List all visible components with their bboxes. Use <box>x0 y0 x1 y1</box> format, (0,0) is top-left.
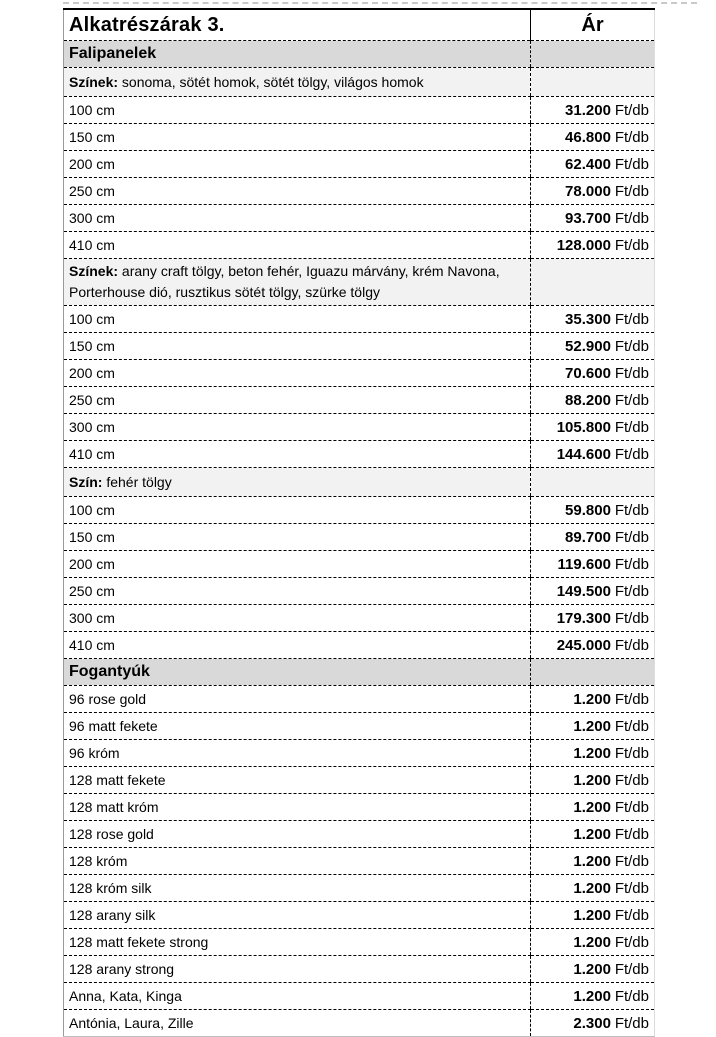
item-label <box>64 232 531 259</box>
table-row <box>64 232 655 259</box>
price-value: 1.200 <box>573 825 611 843</box>
item-label <box>64 605 531 632</box>
colors-list: arany craft tölgy, beton fehér, Iguazu márvány, krém Navona, Porterhouse dió, rusztikus sötét tölgy, szürke tölgy <box>69 263 500 300</box>
table-row <box>64 178 655 205</box>
table-row <box>64 551 655 578</box>
item-label <box>64 306 531 333</box>
item-price <box>531 767 655 794</box>
item-label <box>64 713 531 740</box>
item-price <box>531 205 655 232</box>
price-value: 1.200 <box>573 852 611 870</box>
table-row <box>64 414 655 441</box>
item-label <box>64 360 531 387</box>
item-label-text: 96 rose gold <box>69 691 147 707</box>
item-label <box>64 151 531 178</box>
price-value: 59.800 <box>565 501 611 519</box>
table-row <box>64 767 655 794</box>
table-row <box>64 360 655 387</box>
item-label-text: 128 króm silk <box>69 880 152 896</box>
price-list-table <box>63 8 655 1037</box>
item-label <box>64 524 531 551</box>
price-unit: Ft/db <box>614 236 649 254</box>
price-value: 144.600 <box>556 445 611 463</box>
item-label-text: 100 cm <box>69 311 115 327</box>
item-label-text: 100 cm <box>69 102 115 118</box>
item-label-text: 300 cm <box>69 210 115 226</box>
price-column-header: Ár <box>531 9 655 41</box>
table-row <box>64 151 655 178</box>
price-value: 128.000 <box>556 236 611 254</box>
item-price <box>531 97 655 124</box>
item-label-text: 150 cm <box>69 129 115 145</box>
price-value: 52.900 <box>565 337 611 355</box>
item-label-text: 200 cm <box>69 156 115 172</box>
price-table-body <box>64 41 655 1037</box>
section-title: Falipanelek <box>64 41 531 68</box>
table-row <box>64 983 655 1010</box>
item-label <box>64 767 531 794</box>
price-unit: Ft/db <box>614 582 649 600</box>
price-unit: Ft/db <box>614 879 649 897</box>
price-value: 179.300 <box>556 609 611 627</box>
table-row <box>64 956 655 983</box>
colors-price-spacer <box>531 259 655 306</box>
price-value: 1.200 <box>573 879 611 897</box>
price-value: 2.300 <box>573 1014 611 1032</box>
price-unit: Ft/db <box>614 209 649 227</box>
table-row <box>64 1010 655 1037</box>
item-price <box>531 333 655 360</box>
price-value: 70.600 <box>565 364 611 382</box>
price-value: 1.200 <box>573 717 611 735</box>
table-row <box>64 794 655 821</box>
colors-note-row <box>64 468 655 497</box>
price-value: 88.200 <box>565 391 611 409</box>
price-unit: Ft/db <box>614 501 649 519</box>
colors-note <box>64 468 531 497</box>
colors-note-row <box>64 259 655 306</box>
colors-price-spacer <box>531 468 655 497</box>
item-price <box>531 551 655 578</box>
item-label-text: 150 cm <box>69 529 115 545</box>
item-label <box>64 124 531 151</box>
item-label <box>64 441 531 468</box>
item-price <box>531 983 655 1010</box>
item-price <box>531 605 655 632</box>
item-label-text: 200 cm <box>69 365 115 381</box>
price-value: 46.800 <box>565 128 611 146</box>
price-unit: Ft/db <box>614 717 649 735</box>
page-title: Alkatrészárak 3. <box>64 9 531 41</box>
table-row <box>64 124 655 151</box>
table-row <box>64 97 655 124</box>
item-price <box>531 956 655 983</box>
item-label-text: Antónia, Laura, Zille <box>69 1015 194 1031</box>
item-price <box>531 387 655 414</box>
price-value: 93.700 <box>565 209 611 227</box>
section-price-spacer <box>531 659 655 686</box>
table-row <box>64 524 655 551</box>
item-label-text: 128 arany strong <box>69 961 175 977</box>
section-title: Fogantyúk <box>64 659 531 686</box>
table-row <box>64 929 655 956</box>
item-price <box>531 151 655 178</box>
item-label-text: 250 cm <box>69 183 115 199</box>
price-value: 89.700 <box>565 528 611 546</box>
colors-note-row <box>64 68 655 97</box>
price-unit: Ft/db <box>614 771 649 789</box>
price-unit: Ft/db <box>614 101 649 119</box>
price-unit: Ft/db <box>614 555 649 573</box>
item-label-text: 410 cm <box>69 637 115 653</box>
item-label <box>64 178 531 205</box>
item-price <box>531 632 655 659</box>
item-label <box>64 875 531 902</box>
item-label-text: 96 króm <box>69 745 120 761</box>
table-row <box>64 686 655 713</box>
price-value: 1.200 <box>573 933 611 951</box>
price-unit: Ft/db <box>614 825 649 843</box>
item-price <box>531 713 655 740</box>
price-unit: Ft/db <box>614 933 649 951</box>
item-price <box>531 902 655 929</box>
item-label-text: Anna, Kata, Kinga <box>69 988 182 1004</box>
item-label <box>64 1010 531 1037</box>
item-label-text: 250 cm <box>69 583 115 599</box>
table-row <box>64 497 655 524</box>
item-label <box>64 686 531 713</box>
item-price <box>531 178 655 205</box>
price-unit: Ft/db <box>614 445 649 463</box>
price-unit: Ft/db <box>614 418 649 436</box>
item-price <box>531 306 655 333</box>
table-row <box>64 821 655 848</box>
price-unit: Ft/db <box>614 1014 649 1032</box>
price-value: 1.200 <box>573 744 611 762</box>
item-label <box>64 848 531 875</box>
table-row <box>64 578 655 605</box>
table-row <box>64 441 655 468</box>
item-label <box>64 205 531 232</box>
item-label-text: 100 cm <box>69 502 115 518</box>
table-row <box>64 205 655 232</box>
item-price <box>531 124 655 151</box>
item-price <box>531 740 655 767</box>
item-label <box>64 740 531 767</box>
colors-note <box>64 68 531 97</box>
price-value: 31.200 <box>565 101 611 119</box>
item-price <box>531 929 655 956</box>
item-price <box>531 497 655 524</box>
table-row <box>64 740 655 767</box>
colors-note <box>64 259 531 306</box>
item-label <box>64 821 531 848</box>
item-label <box>64 794 531 821</box>
price-unit: Ft/db <box>614 528 649 546</box>
item-label <box>64 414 531 441</box>
table-row <box>64 875 655 902</box>
item-label-text: 96 matt fekete <box>69 718 158 734</box>
price-unit: Ft/db <box>614 906 649 924</box>
item-label-text: 200 cm <box>69 556 115 572</box>
price-value: 119.600 <box>557 555 611 573</box>
price-value: 1.200 <box>573 960 611 978</box>
item-price <box>531 441 655 468</box>
item-label <box>64 929 531 956</box>
item-label <box>64 578 531 605</box>
price-value: 1.200 <box>573 771 611 789</box>
item-label-text: 128 rose gold <box>69 826 154 842</box>
price-unit: Ft/db <box>614 155 649 173</box>
section-header-row <box>64 659 655 686</box>
table-row <box>64 848 655 875</box>
price-unit: Ft/db <box>614 337 649 355</box>
colors-prefix: Szín: <box>69 473 103 490</box>
price-table <box>63 8 655 1037</box>
table-row <box>64 333 655 360</box>
section-price-spacer <box>531 41 655 68</box>
price-unit: Ft/db <box>614 128 649 146</box>
item-label-text: 300 cm <box>69 610 115 626</box>
colors-prefix: Színek: <box>69 263 119 279</box>
table-row <box>64 713 655 740</box>
price-unit: Ft/db <box>614 182 649 200</box>
colors-price-spacer <box>531 68 655 97</box>
table-row <box>64 605 655 632</box>
item-label-text: 300 cm <box>69 419 115 435</box>
colors-prefix: Színek: <box>69 73 119 90</box>
item-label-text: 410 cm <box>69 446 115 462</box>
price-unit: Ft/db <box>614 310 649 328</box>
item-label-text: 150 cm <box>69 338 115 354</box>
item-label-text: 128 matt fekete <box>69 772 166 788</box>
price-unit: Ft/db <box>614 609 649 627</box>
price-unit: Ft/db <box>614 852 649 870</box>
item-label <box>64 497 531 524</box>
price-value: 1.200 <box>573 987 611 1005</box>
item-label-text: 128 matt fekete strong <box>69 934 209 950</box>
price-value: 149.500 <box>556 582 611 600</box>
table-row <box>64 387 655 414</box>
item-label-text: 128 króm <box>69 853 128 869</box>
price-value: 1.200 <box>573 906 611 924</box>
price-value: 78.000 <box>565 182 611 200</box>
colors-list: sonoma, sötét homok, sötét tölgy, világos homok <box>121 73 424 90</box>
table-row <box>64 632 655 659</box>
item-price <box>531 1010 655 1037</box>
item-price <box>531 686 655 713</box>
price-unit: Ft/db <box>614 987 649 1005</box>
item-label-text: 410 cm <box>69 237 115 253</box>
item-price <box>531 578 655 605</box>
item-label <box>64 387 531 414</box>
price-value: 35.300 <box>565 310 611 328</box>
item-label-text: 128 arany silk <box>69 907 156 923</box>
item-label <box>64 956 531 983</box>
table-row <box>64 902 655 929</box>
price-value: 245.000 <box>556 636 611 654</box>
item-label <box>64 97 531 124</box>
item-price <box>531 875 655 902</box>
table-row <box>64 306 655 333</box>
price-unit: Ft/db <box>614 391 649 409</box>
item-price <box>531 794 655 821</box>
section-header-row <box>64 41 655 68</box>
price-unit: Ft/db <box>614 636 649 654</box>
item-label <box>64 632 531 659</box>
item-price <box>531 232 655 259</box>
item-label <box>64 551 531 578</box>
price-value: 1.200 <box>573 690 611 708</box>
table-header-row <box>64 9 655 41</box>
item-price <box>531 821 655 848</box>
item-label <box>64 333 531 360</box>
item-price <box>531 414 655 441</box>
item-label-text: 128 matt króm <box>69 799 159 815</box>
item-price <box>531 848 655 875</box>
price-unit: Ft/db <box>614 364 649 382</box>
page-break-dashed-line <box>63 2 697 4</box>
item-label <box>64 983 531 1010</box>
item-price <box>531 360 655 387</box>
price-value: 105.800 <box>556 418 611 436</box>
price-value: 62.400 <box>565 155 611 173</box>
item-price <box>531 524 655 551</box>
item-label-text: 250 cm <box>69 392 115 408</box>
colors-list: fehér tölgy <box>106 473 172 490</box>
price-unit: Ft/db <box>614 744 649 762</box>
price-value: 1.200 <box>573 798 611 816</box>
price-unit: Ft/db <box>614 690 649 708</box>
item-label <box>64 902 531 929</box>
price-unit: Ft/db <box>614 960 649 978</box>
price-unit: Ft/db <box>614 798 649 816</box>
